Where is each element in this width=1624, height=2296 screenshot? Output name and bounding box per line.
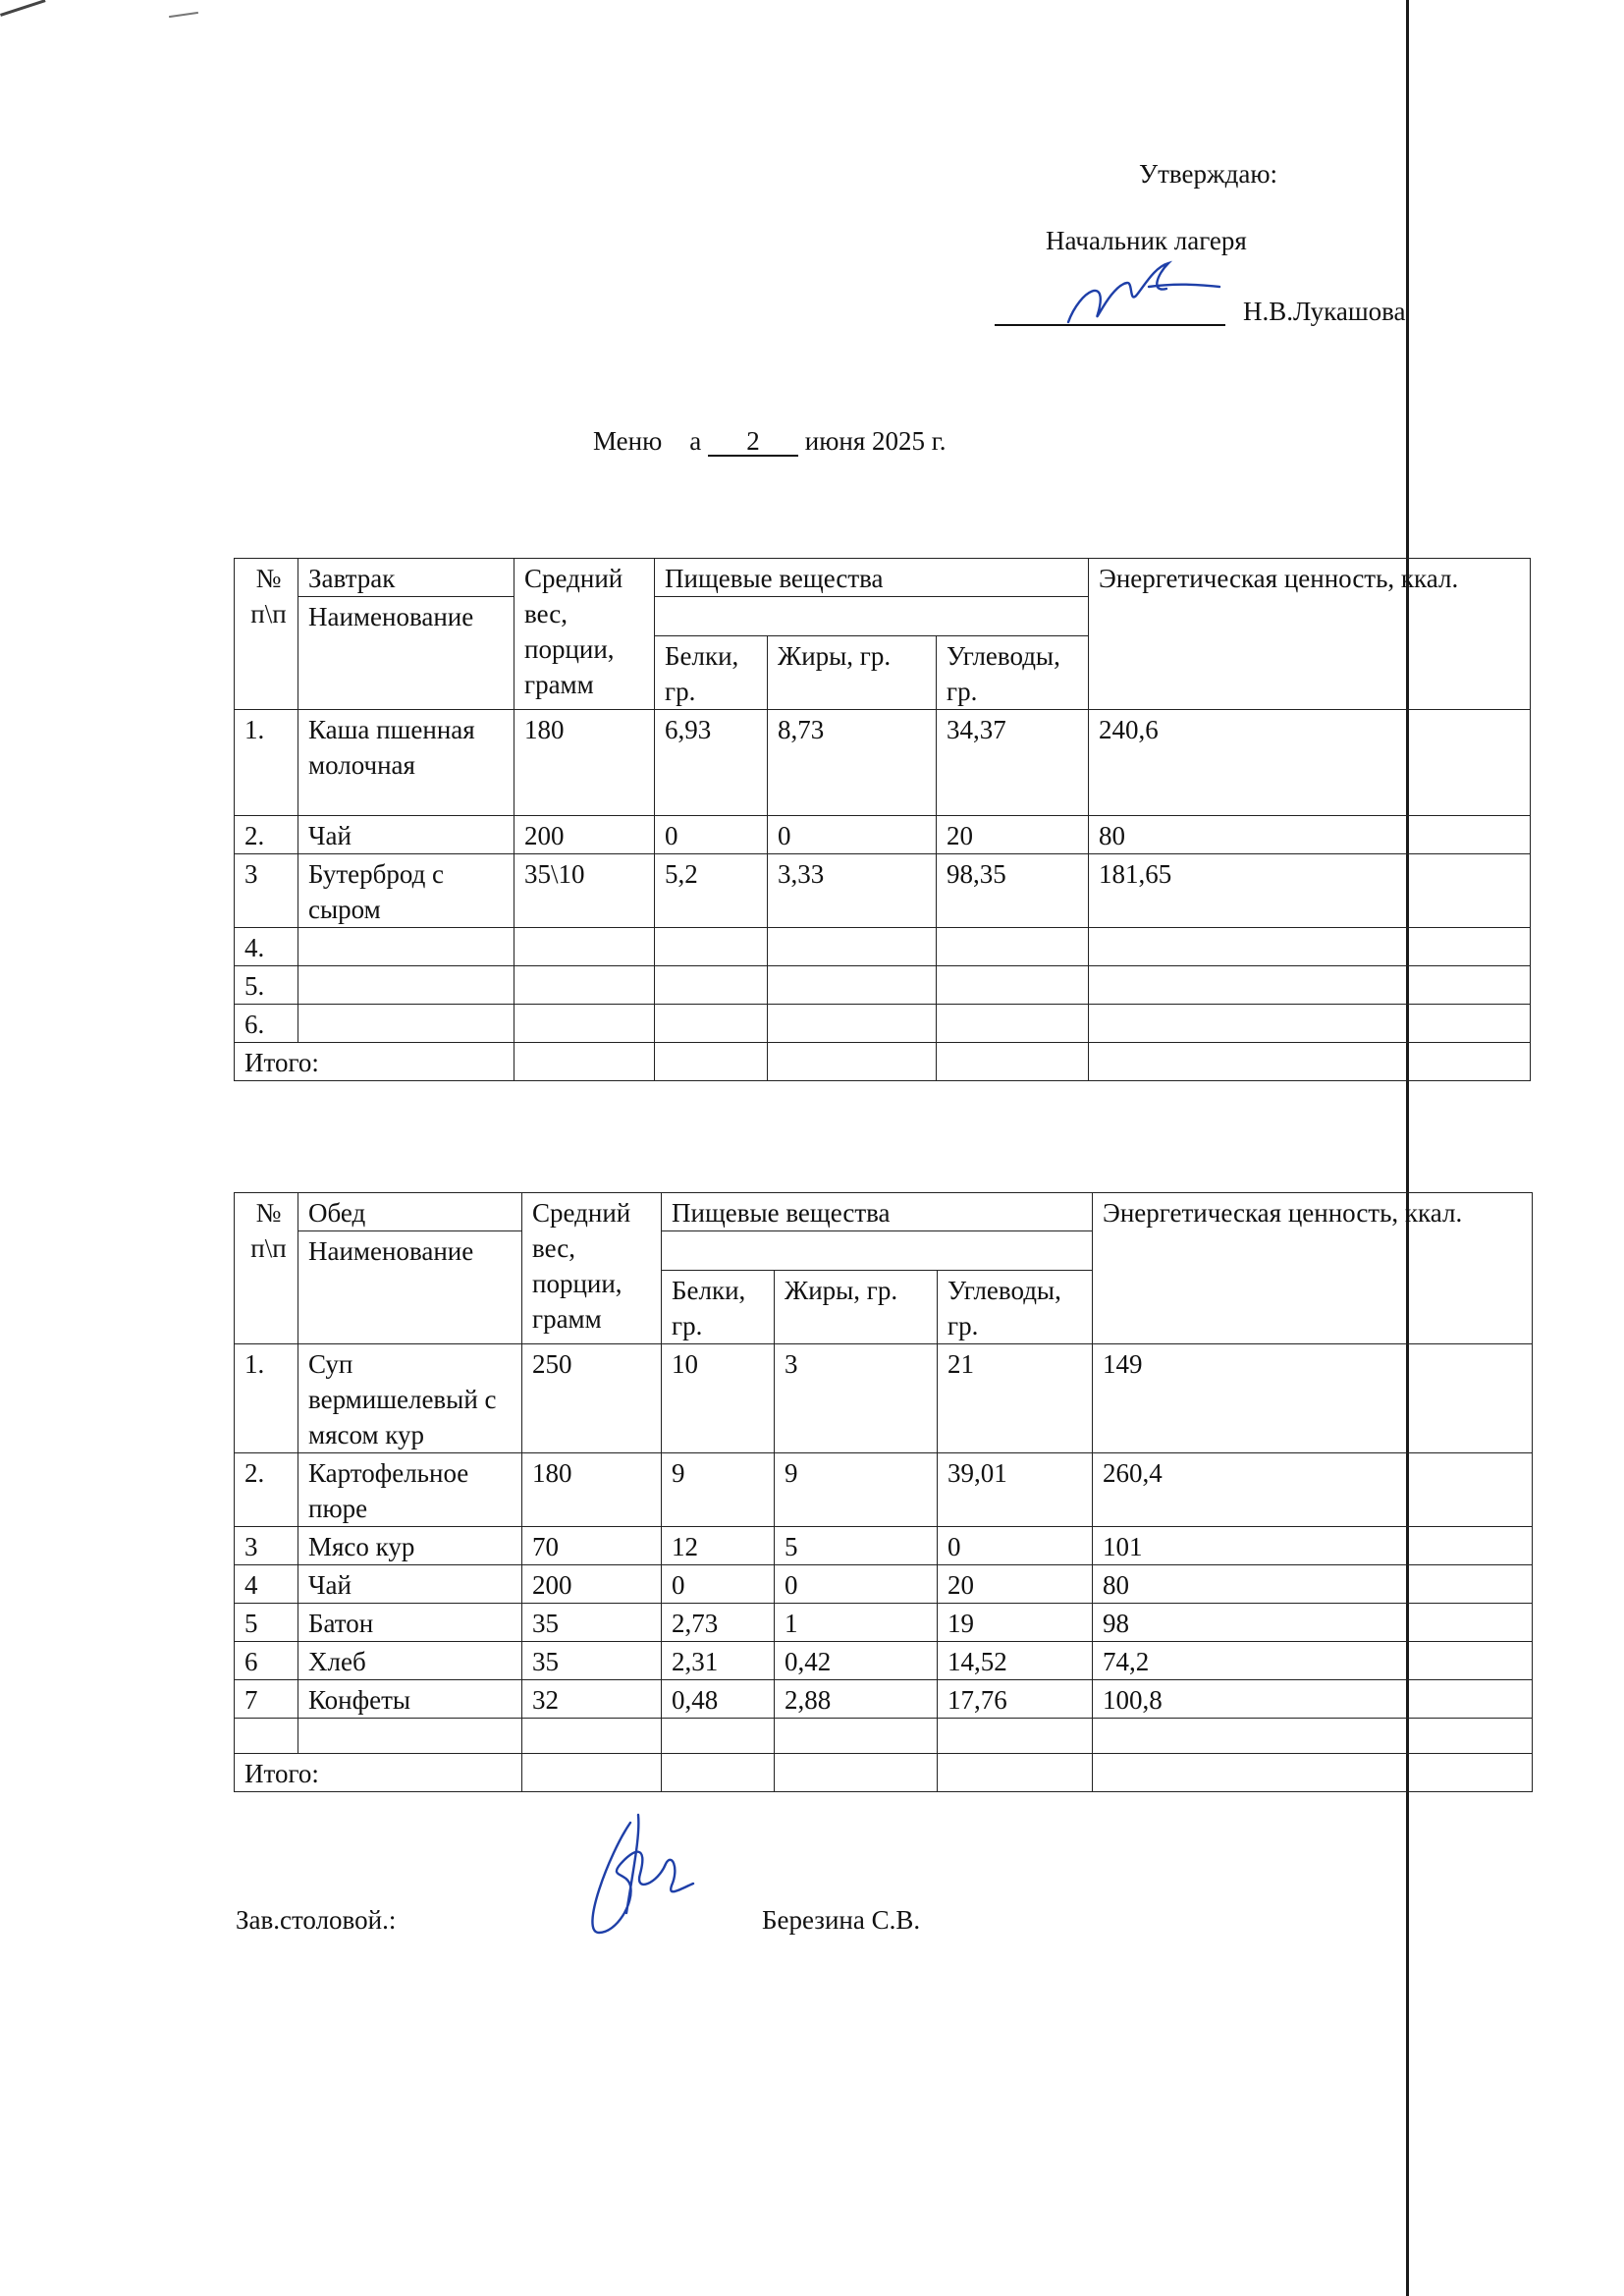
header-meal: Обед bbox=[298, 1193, 522, 1231]
row-fat: 5 bbox=[775, 1527, 938, 1565]
row-protein: 0 bbox=[662, 1565, 775, 1604]
header-carbs: Углеводы, гр. bbox=[937, 636, 1089, 710]
row-carbs: 0 bbox=[938, 1527, 1093, 1565]
row-fat: 0 bbox=[768, 816, 937, 854]
row-weight: 35\10 bbox=[514, 854, 655, 928]
row-energy: 181,65 bbox=[1089, 854, 1531, 928]
row-weight: 35 bbox=[522, 1642, 662, 1680]
table-row bbox=[235, 816, 1531, 854]
header-carbs: Углеводы, гр. bbox=[938, 1271, 1093, 1344]
row-weight: 200 bbox=[522, 1565, 662, 1604]
row-energy bbox=[1089, 928, 1531, 966]
header-nutrients: Пищевые вещества bbox=[655, 559, 1089, 597]
row-energy: 240,6 bbox=[1089, 710, 1531, 816]
row-carbs: 39,01 bbox=[938, 1453, 1093, 1527]
row-fat: 9 bbox=[775, 1453, 938, 1527]
row-carbs: 98,35 bbox=[937, 854, 1089, 928]
table-row bbox=[235, 1005, 1531, 1043]
row-protein: 2,73 bbox=[662, 1604, 775, 1642]
row-protein: 6,93 bbox=[655, 710, 768, 816]
header-nutrients: Пищевые вещества bbox=[662, 1193, 1093, 1231]
table-row bbox=[235, 1719, 1533, 1754]
row-carbs bbox=[938, 1719, 1093, 1754]
header-weight: Средний вес, порции, грамм bbox=[514, 559, 655, 710]
row-weight: 180 bbox=[514, 710, 655, 816]
row-protein bbox=[655, 966, 768, 1005]
row-fat: 0,42 bbox=[775, 1642, 938, 1680]
header-protein: Белки, гр. bbox=[655, 636, 768, 710]
heading-na: а bbox=[689, 426, 702, 456]
total-row bbox=[235, 1754, 1533, 1792]
header-num: № п\п bbox=[235, 1193, 298, 1344]
table-row bbox=[235, 1565, 1533, 1604]
scan-fold-line bbox=[1406, 0, 1409, 2296]
row-weight: 32 bbox=[522, 1680, 662, 1719]
row-name: Мясо кур bbox=[298, 1527, 522, 1565]
row-fat bbox=[768, 966, 937, 1005]
menu-heading bbox=[593, 428, 947, 457]
row-fat bbox=[768, 1005, 937, 1043]
table-row bbox=[235, 1344, 1533, 1453]
row-fat: 3,33 bbox=[768, 854, 937, 928]
row-weight: 180 bbox=[522, 1453, 662, 1527]
table-row bbox=[235, 854, 1531, 928]
row-carbs: 20 bbox=[938, 1565, 1093, 1604]
row-num: 6. bbox=[235, 1005, 298, 1043]
row-name: Суп вермишелевый с мясом кур bbox=[298, 1344, 522, 1453]
heading-prefix: Меню bbox=[593, 426, 663, 456]
row-name: Батон bbox=[298, 1604, 522, 1642]
footer-label: Зав.столовой.: bbox=[236, 1905, 397, 1935]
approval-name: Н.В.Лукашова bbox=[1243, 297, 1406, 326]
table-row bbox=[235, 1527, 1533, 1565]
row-energy: 80 bbox=[1093, 1565, 1533, 1604]
row-num bbox=[235, 1719, 298, 1754]
row-energy: 149 bbox=[1093, 1344, 1533, 1453]
row-num: 3 bbox=[235, 1527, 298, 1565]
row-fat bbox=[775, 1719, 938, 1754]
row-energy: 80 bbox=[1089, 816, 1531, 854]
row-weight bbox=[514, 966, 655, 1005]
header-protein: Белки, гр. bbox=[662, 1271, 775, 1344]
row-name bbox=[298, 928, 514, 966]
row-weight bbox=[522, 1719, 662, 1754]
table-row bbox=[235, 710, 1531, 816]
row-carbs: 21 bbox=[938, 1344, 1093, 1453]
director-signature bbox=[1051, 246, 1227, 334]
row-energy bbox=[1093, 1719, 1533, 1754]
row-num: 3 bbox=[235, 854, 298, 928]
table-row bbox=[235, 928, 1531, 966]
row-energy: 74,2 bbox=[1093, 1642, 1533, 1680]
row-protein: 10 bbox=[662, 1344, 775, 1453]
table-row bbox=[235, 1680, 1533, 1719]
head-signature bbox=[569, 1795, 756, 1942]
row-protein bbox=[655, 1005, 768, 1043]
row-protein: 0,48 bbox=[662, 1680, 775, 1719]
total-label: Итого: bbox=[235, 1043, 514, 1081]
row-weight: 70 bbox=[522, 1527, 662, 1565]
row-weight bbox=[514, 928, 655, 966]
row-fat: 0 bbox=[775, 1565, 938, 1604]
row-weight: 250 bbox=[522, 1344, 662, 1453]
scan-edge-mark bbox=[169, 12, 198, 18]
row-fat: 3 bbox=[775, 1344, 938, 1453]
row-energy: 100,8 bbox=[1093, 1680, 1533, 1719]
heading-day: 2 bbox=[708, 428, 798, 457]
row-name: Хлеб bbox=[298, 1642, 522, 1680]
row-name: Конфеты bbox=[298, 1680, 522, 1719]
row-protein: 9 bbox=[662, 1453, 775, 1527]
table-row bbox=[235, 966, 1531, 1005]
row-name bbox=[298, 966, 514, 1005]
row-name: Чай bbox=[298, 1565, 522, 1604]
row-protein bbox=[655, 928, 768, 966]
row-num: 6 bbox=[235, 1642, 298, 1680]
row-num: 1. bbox=[235, 1344, 298, 1453]
row-fat: 2,88 bbox=[775, 1680, 938, 1719]
header-energy: Энергетическая ценность, ккал. bbox=[1089, 559, 1531, 710]
row-carbs: 17,76 bbox=[938, 1680, 1093, 1719]
row-num: 7 bbox=[235, 1680, 298, 1719]
row-protein: 0 bbox=[655, 816, 768, 854]
row-carbs bbox=[937, 928, 1089, 966]
table-row bbox=[235, 1642, 1533, 1680]
row-energy bbox=[1089, 1005, 1531, 1043]
row-protein: 12 bbox=[662, 1527, 775, 1565]
row-name: Каша пшенная молочная bbox=[298, 710, 514, 816]
row-carbs bbox=[937, 1005, 1089, 1043]
breakfast-table bbox=[234, 558, 1531, 1081]
row-num: 1. bbox=[235, 710, 298, 816]
heading-rest: июня 2025 г. bbox=[804, 426, 947, 456]
approval-title: Утверждаю: bbox=[1139, 159, 1278, 189]
footer-name: Березина С.В. bbox=[762, 1905, 921, 1935]
row-num: 5 bbox=[235, 1604, 298, 1642]
row-fat bbox=[768, 928, 937, 966]
row-protein bbox=[662, 1719, 775, 1754]
lunch-table bbox=[234, 1192, 1533, 1792]
header-name: Наименование bbox=[298, 1231, 522, 1344]
row-carbs: 14,52 bbox=[938, 1642, 1093, 1680]
row-energy: 260,4 bbox=[1093, 1453, 1533, 1527]
row-protein: 5,2 bbox=[655, 854, 768, 928]
row-energy bbox=[1089, 966, 1531, 1005]
header-num: № п\п bbox=[235, 559, 298, 710]
header-fat: Жиры, гр. bbox=[768, 636, 937, 710]
row-carbs bbox=[937, 966, 1089, 1005]
row-num: 4 bbox=[235, 1565, 298, 1604]
row-energy: 101 bbox=[1093, 1527, 1533, 1565]
approval-position: Начальник лагеря bbox=[1046, 226, 1247, 255]
row-weight: 200 bbox=[514, 816, 655, 854]
row-num: 2. bbox=[235, 1453, 298, 1527]
row-name: Картофельное пюре bbox=[298, 1453, 522, 1527]
header-weight: Средний вес, порции, грамм bbox=[522, 1193, 662, 1344]
table-row bbox=[235, 1604, 1533, 1642]
row-name bbox=[298, 1005, 514, 1043]
header-name: Наименование bbox=[298, 597, 514, 710]
row-weight: 35 bbox=[522, 1604, 662, 1642]
row-num: 2. bbox=[235, 816, 298, 854]
table-row bbox=[235, 1453, 1533, 1527]
row-name: Бутерброд с сыром bbox=[298, 854, 514, 928]
row-carbs: 19 bbox=[938, 1604, 1093, 1642]
row-name bbox=[298, 1719, 522, 1754]
header-meal: Завтрак bbox=[298, 559, 514, 597]
row-num: 4. bbox=[235, 928, 298, 966]
row-num: 5. bbox=[235, 966, 298, 1005]
header-fat: Жиры, гр. bbox=[775, 1271, 938, 1344]
row-protein: 2,31 bbox=[662, 1642, 775, 1680]
row-energy: 98 bbox=[1093, 1604, 1533, 1642]
row-fat: 8,73 bbox=[768, 710, 937, 816]
total-row bbox=[235, 1043, 1531, 1081]
header-energy: Энергетическая ценность, ккал. bbox=[1093, 1193, 1533, 1344]
row-fat: 1 bbox=[775, 1604, 938, 1642]
row-carbs: 34,37 bbox=[937, 710, 1089, 816]
row-weight bbox=[514, 1005, 655, 1043]
row-name: Чай bbox=[298, 816, 514, 854]
row-carbs: 20 bbox=[937, 816, 1089, 854]
scan-edge-mark bbox=[0, 0, 46, 17]
total-label: Итого: bbox=[235, 1754, 522, 1792]
